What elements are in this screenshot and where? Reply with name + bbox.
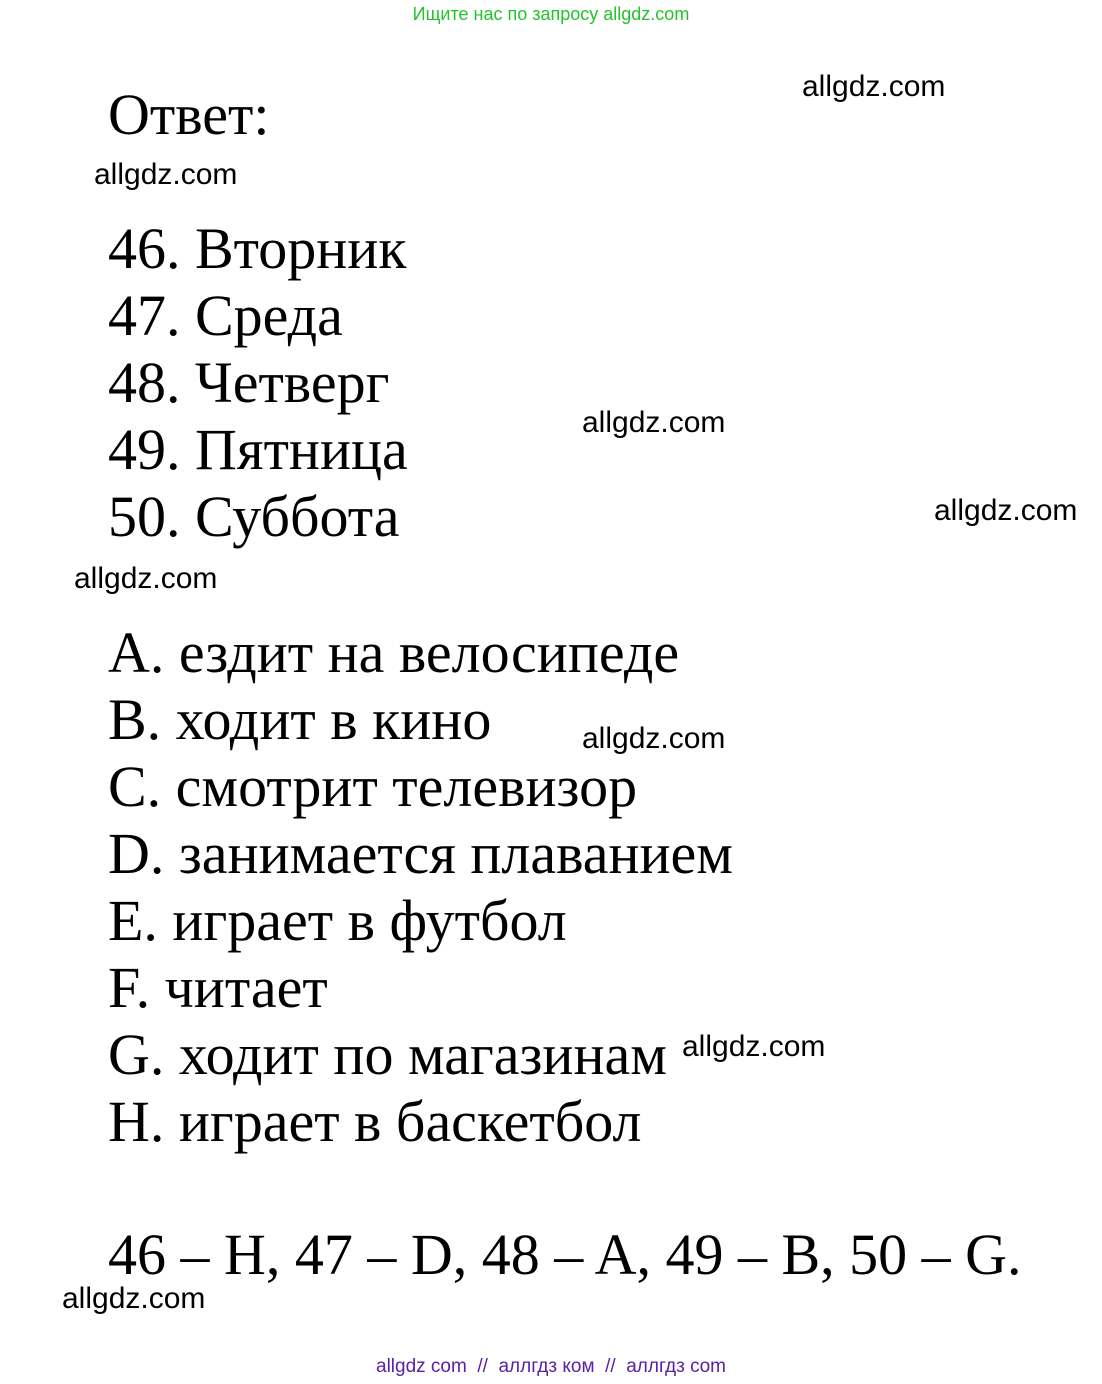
activity-item: B. ходит в кино	[108, 687, 492, 752]
activity-item: G. ходит по магазинам	[108, 1022, 667, 1087]
watermark: allgdz.com	[62, 1282, 206, 1315]
watermark: allgdz.com	[74, 562, 218, 595]
day-item: 49. Пятница	[108, 417, 408, 482]
answer-line: 46 – H, 47 – D, 48 – A, 49 – B, 50 – G.	[108, 1222, 1022, 1287]
activity-item: F. читает	[108, 955, 328, 1020]
activity-item: E. играет в футбол	[108, 888, 567, 953]
activities-list	[108, 620, 733, 1156]
days-list	[108, 216, 408, 551]
top-banner: Ищите нас по запросу allgdz.com	[412, 4, 690, 24]
activity-item: A. ездит на велосипеде	[108, 620, 680, 685]
activity-item: D. занимается плаванием	[108, 821, 734, 886]
watermark: allgdz.com	[582, 722, 726, 755]
footer-links: allgdz com // аллгдз ком // аллгдз com	[376, 1356, 726, 1377]
day-item: 48. Четверг	[108, 350, 390, 415]
day-item: 50. Суббота	[108, 484, 400, 549]
activity-item: C. смотрит телевизор	[108, 754, 638, 819]
watermark: allgdz.com	[94, 158, 238, 191]
day-item: 47. Среда	[108, 283, 343, 348]
watermark: allgdz.com	[682, 1030, 826, 1063]
watermark: allgdz.com	[802, 70, 946, 103]
day-item: 46. Вторник	[108, 216, 407, 281]
answer-title: Ответ:	[108, 82, 270, 147]
activity-item: H. играет в баскетбол	[108, 1089, 642, 1154]
watermark: allgdz.com	[934, 494, 1078, 527]
watermark: allgdz.com	[582, 406, 726, 439]
